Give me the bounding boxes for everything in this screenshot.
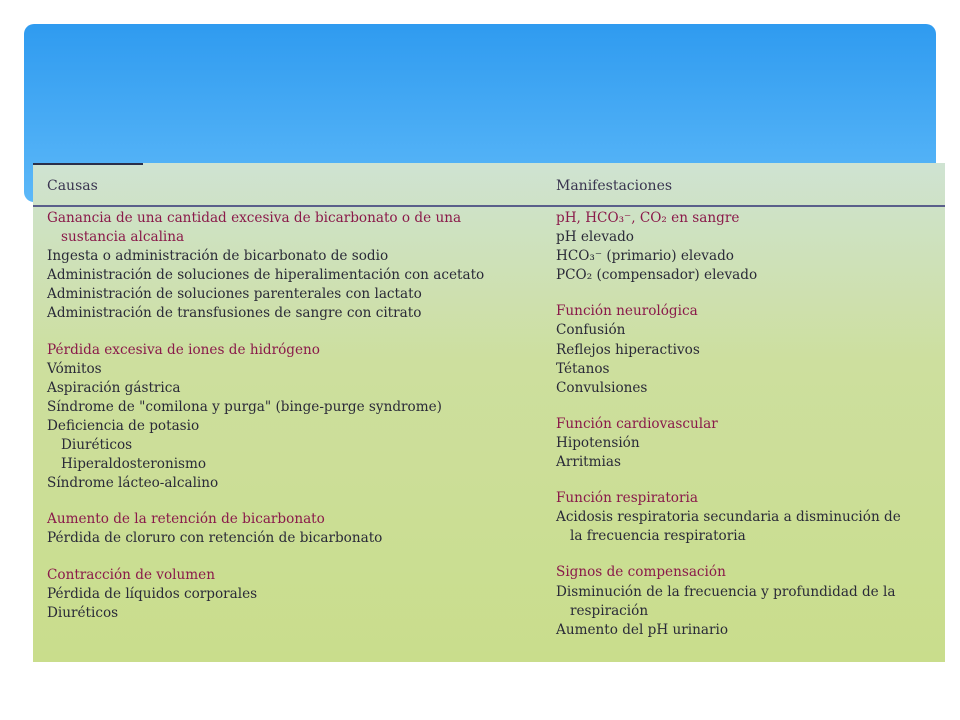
list-item: Administración de soluciones de hiperalimentación con acetato (47, 267, 485, 284)
spacer (47, 549, 547, 566)
spacer (47, 324, 547, 341)
list-item: PCO₂ (compensador) elevado (556, 267, 758, 284)
table-top-rule (33, 163, 143, 165)
list-item: Diuréticos (61, 437, 133, 454)
section-heading: Función cardiovascular (556, 415, 718, 432)
list-item: Tétanos (556, 360, 610, 377)
section-heading: Pérdida excesiva de iones de hidrógeno (47, 341, 320, 358)
manifestations-list (556, 209, 942, 640)
section-heading: Función neurológica (556, 303, 698, 320)
list-item: Acidosis respiratoria secundaria a disminución de (556, 509, 901, 526)
list-item: Deficiencia de potasio (47, 417, 200, 434)
list-item: Confusión (556, 322, 626, 339)
list-item: Pérdida de cloruro con retención de bicarbonato (47, 530, 383, 547)
manifestations-header: Manifestaciones (556, 178, 673, 194)
list-item: HCO₃⁻ (primario) elevado (556, 248, 734, 265)
causes-header: Causas (47, 178, 98, 194)
list-item: Hipotensión (556, 434, 640, 451)
list-item: Síndrome de "comilona y purga" (binge-purge syndrome) (47, 398, 442, 415)
list-item: Disminución de la frecuencia y profundidad de la (556, 583, 896, 600)
list-item: Administración de soluciones parenterales con lactato (47, 286, 422, 303)
section-heading: sustancia alcalina (61, 229, 185, 246)
list-item: la frecuencia respiratoria (570, 528, 746, 545)
section-heading: Signos de compensación (556, 564, 726, 581)
list-item: Aspiración gástrica (47, 379, 181, 396)
spacer (556, 472, 942, 489)
list-item: Aumento del pH urinario (556, 621, 729, 638)
list-item: Diuréticos (47, 604, 119, 621)
list-item: Arritmias (556, 454, 621, 471)
spacer (47, 493, 547, 510)
list-item: Hiperaldosteronismo (61, 456, 207, 473)
list-item: Síndrome lácteo-alcalino (47, 475, 219, 492)
manifestations-column (556, 171, 942, 640)
section-heading: Contracción de volumen (47, 566, 215, 583)
list-item: Convulsiones (556, 379, 648, 396)
list-item: Administración de transfusiones de sangre con citrato (47, 305, 422, 322)
spacer (556, 546, 942, 563)
section-heading: Función respiratoria (556, 490, 698, 507)
list-item: Pérdida de líquidos corporales (47, 585, 258, 602)
list-item: Ingesta o administración de bicarbonato de sodio (47, 248, 389, 265)
section-heading: Aumento de la retención de bicarbonato (47, 511, 325, 528)
causes-column (47, 171, 547, 623)
list-item: Reflejos hiperactivos (556, 341, 700, 358)
causes-list (47, 209, 547, 623)
spacer (556, 285, 942, 302)
section-heading: Ganancia de una cantidad excesiva de bicarbonato o de una (47, 210, 462, 226)
list-item: Vómitos (47, 360, 102, 377)
list-item: respiración (570, 602, 649, 619)
list-item: pH elevado (556, 229, 634, 246)
spacer (556, 398, 942, 415)
section-heading: pH, HCO₃⁻, CO₂ en sangre (556, 210, 740, 226)
table-image (33, 163, 945, 662)
